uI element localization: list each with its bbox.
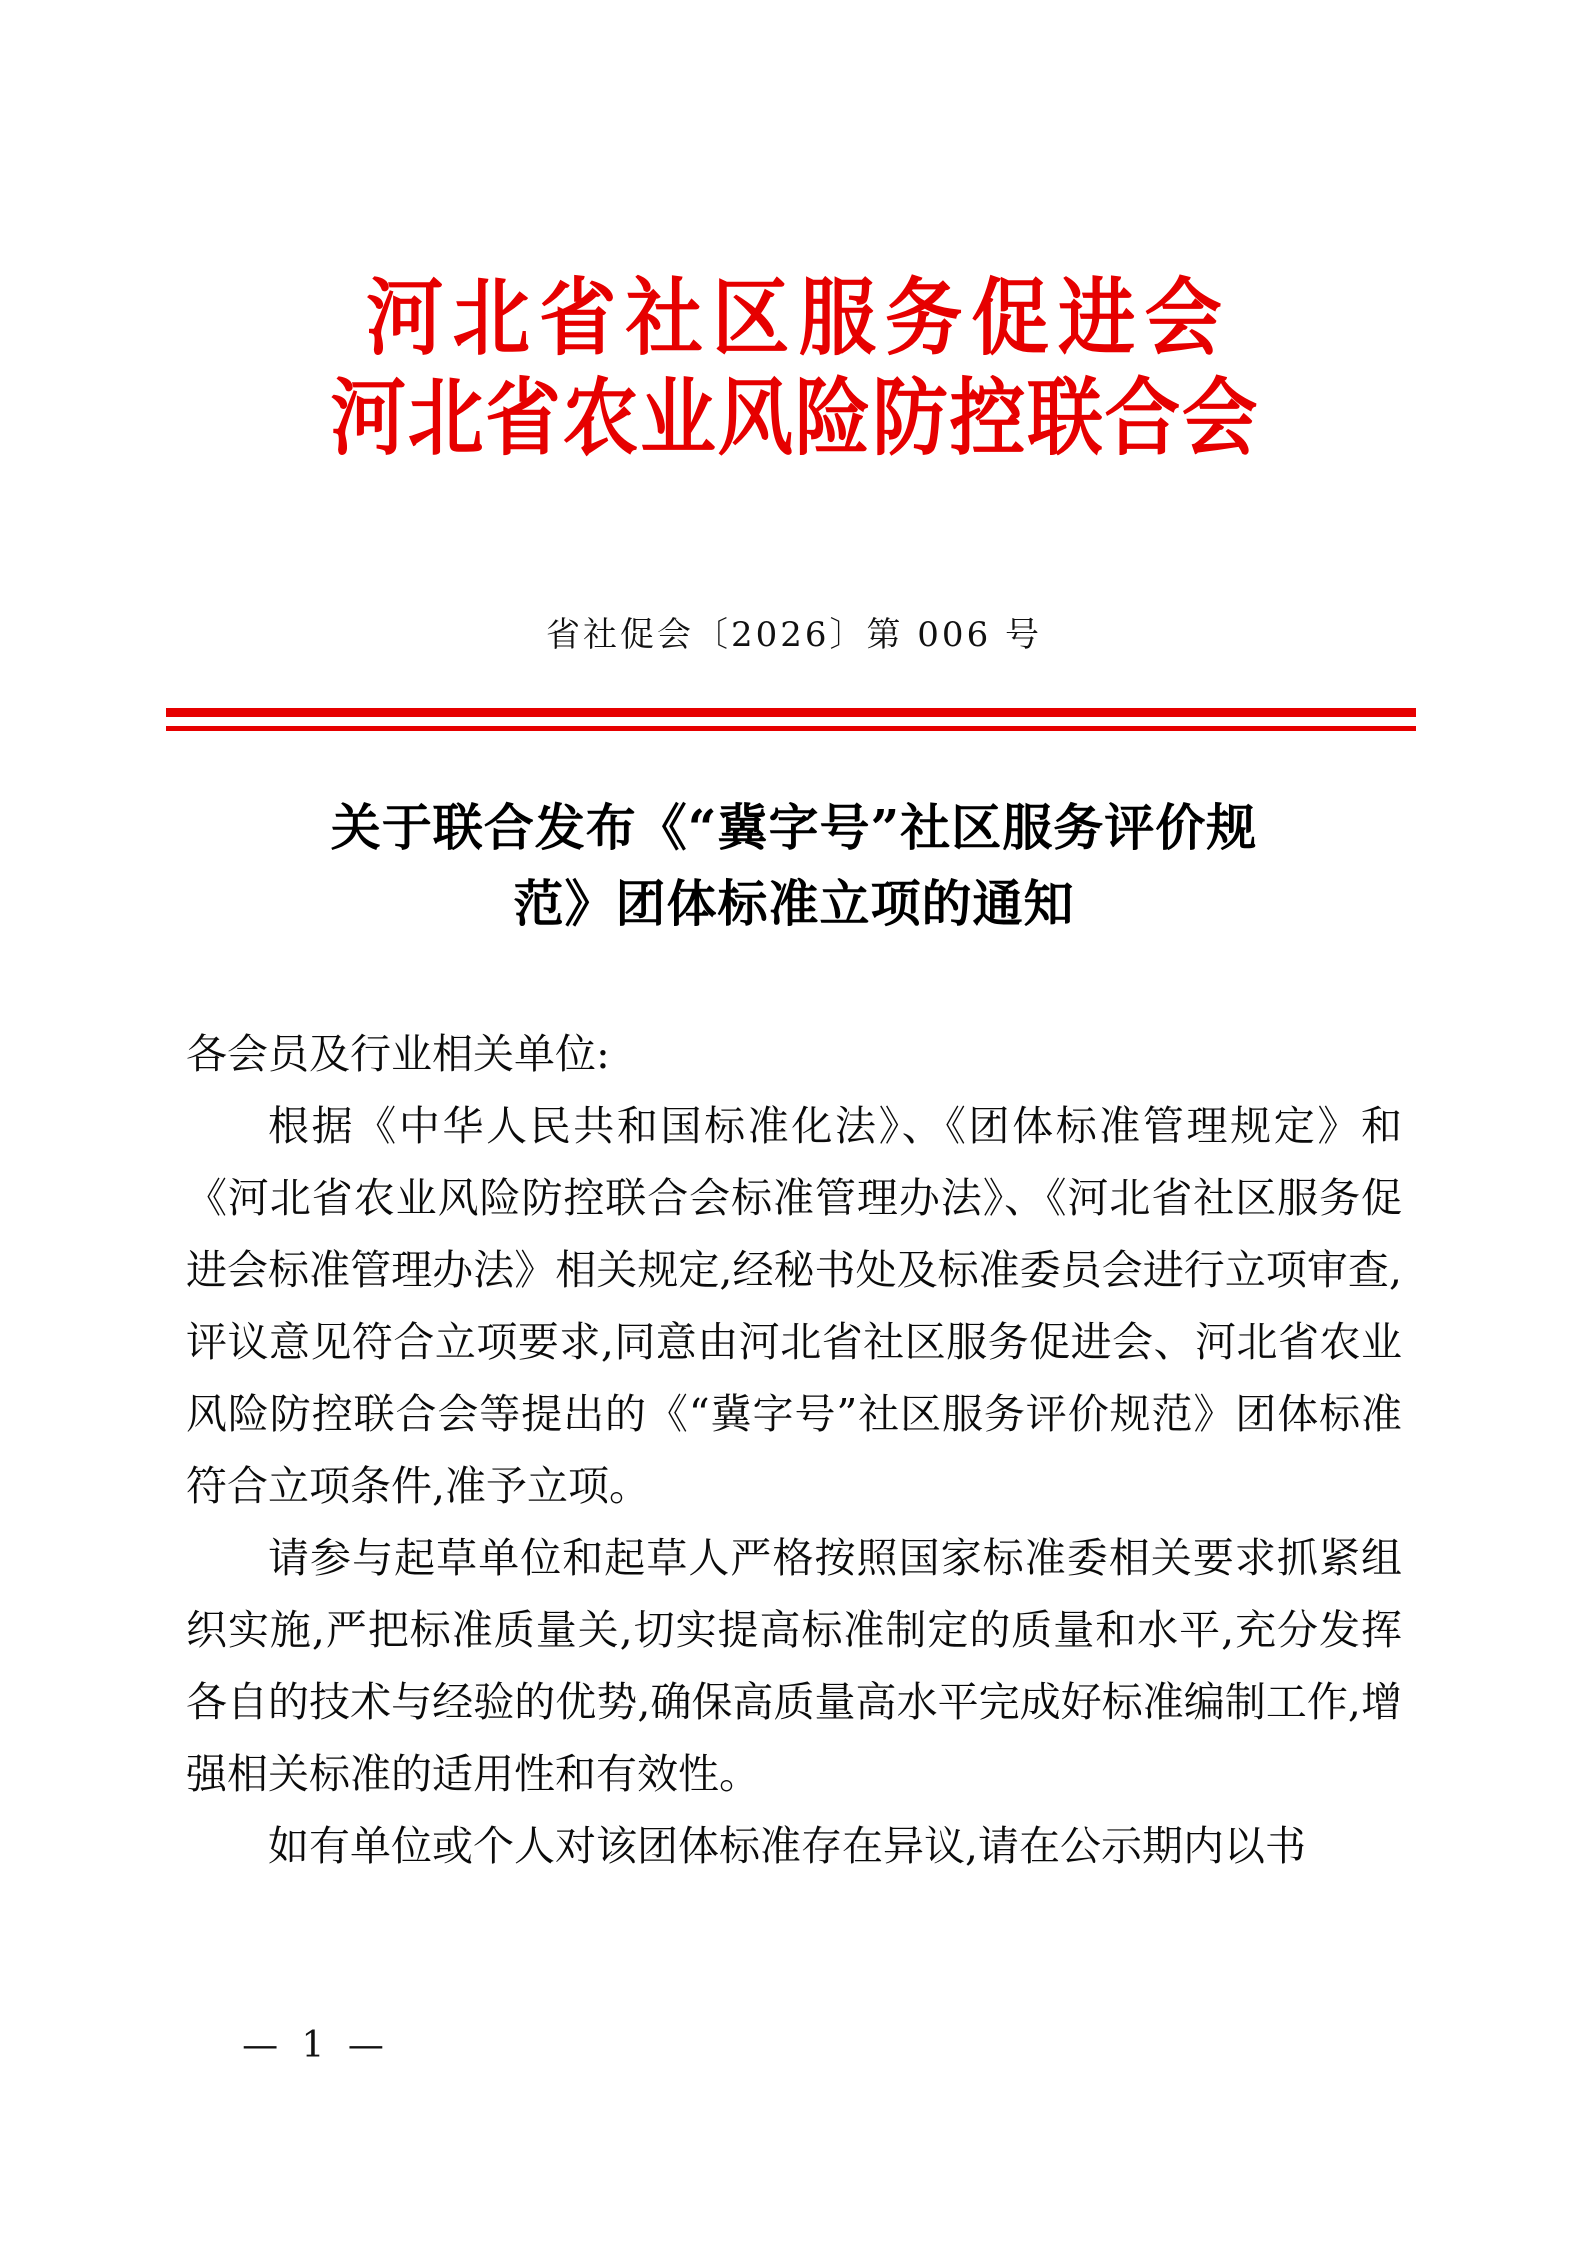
body-paragraph-2: 请参与起草单位和起草人严格按照国家标准委相关要求抓紧组织实施,严把标准质量关,切实提高标准制定的质量和水平,充分发挥各自的技术与经验的优势,确保高质量高水平完成好标准编制工作,增强相关标准的适用性和有效性。 bbox=[186, 1534, 1402, 1798]
letterhead-line-2: 河北省农业风险防控联合会 bbox=[330, 368, 1260, 467]
rule-gap bbox=[166, 717, 1416, 726]
body-paragraph-3: 如有单位或个人对该团体标准存在异议,请在公示期内以书 bbox=[268, 1822, 1307, 1870]
document-number: 省社促会〔2026〕第 006 号 bbox=[545, 615, 1043, 655]
page-title bbox=[214, 790, 1374, 942]
letterhead bbox=[0, 268, 1588, 468]
page-title-line-2: 范》团体标准立项的通知 bbox=[513, 874, 1075, 933]
body-paragraph-1: 根据《中华人民共和国标准化法》、《团体标准管理规定》和《河北省农业风险防控联合会标准管理办法》、《河北省社区服务促进会标准管理办法》相关规定,经秘书处及标准委员会进行立项审查,评议意见符合立项要求,同意由河北省社区服务促进会、河北省农业风险防控联合会等提出的《“冀字号”社区服务评价规范》团体标准符合立项条件,准予立项。 bbox=[186, 1102, 1402, 1510]
salutation: 各会员及行业相关单位: bbox=[186, 1030, 610, 1078]
page-number: — 1 — bbox=[242, 2025, 390, 2066]
red-double-rule bbox=[166, 708, 1416, 731]
rule-thin bbox=[166, 726, 1416, 731]
page-title-line-1: 关于联合发布《“冀字号”社区服务评价规 bbox=[330, 798, 1258, 857]
letterhead-line-1: 河北省社区服务促进会 bbox=[366, 268, 1232, 367]
rule-thick bbox=[166, 708, 1416, 717]
body-text bbox=[186, 1018, 1402, 1882]
